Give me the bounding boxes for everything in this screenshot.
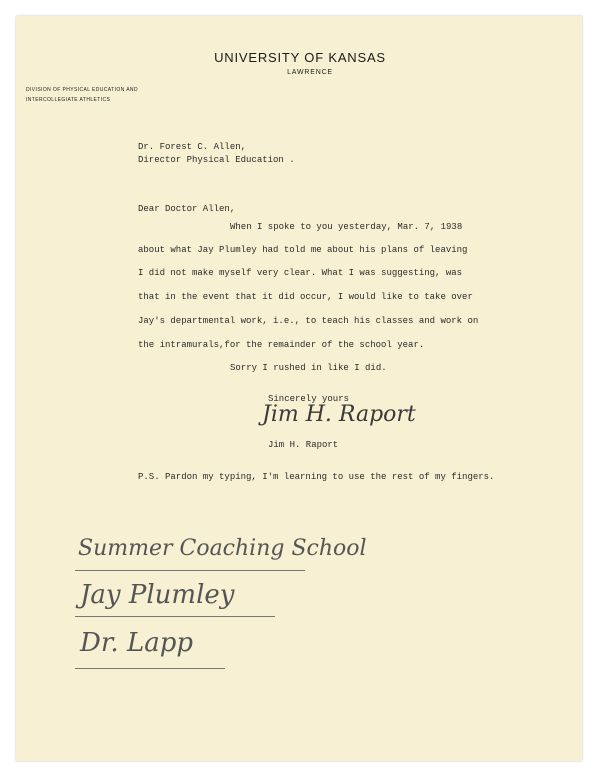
signature: Jim H. Raport bbox=[262, 402, 416, 427]
note-underline bbox=[75, 570, 305, 571]
recipient-title: Director Physical Education . bbox=[138, 155, 295, 165]
university-name: UNIVERSITY OF KANSAS bbox=[214, 50, 386, 65]
signer-name: Jim H. Raport bbox=[268, 440, 339, 450]
body-line: Sorry I rushed in like I did. bbox=[230, 363, 387, 373]
note-underline bbox=[75, 616, 275, 617]
handwritten-note: Jay Plumley bbox=[80, 580, 235, 610]
body-line: When I spoke to you yesterday, Mar. 7, 1938 bbox=[230, 222, 463, 232]
recipient-name: Dr. Forest C. Allen, bbox=[138, 142, 247, 152]
department-block bbox=[26, 85, 138, 105]
postscript: P.S. Pardon my typing, I'm learning to use the rest of my fingers. bbox=[138, 472, 495, 482]
closing: Sincerely yours bbox=[268, 394, 350, 404]
body-line: the intramurals,for the remainder of the school year. bbox=[138, 340, 425, 350]
department-line-1: DIVISION OF PHYSICAL EDUCATION AND bbox=[26, 87, 138, 93]
handwritten-note: Dr. Lapp bbox=[80, 628, 194, 658]
note-underline bbox=[75, 668, 225, 669]
body-line: that in the event that it did occur, I would like to take over bbox=[138, 292, 473, 302]
city-name: LAWRENCE bbox=[287, 69, 333, 76]
body-line: I did not make myself very clear. What I was suggesting, was bbox=[138, 268, 463, 278]
salutation: Dear Doctor Allen, bbox=[138, 204, 236, 214]
department-line-2: INTERCOLLEGIATE ATHLETICS bbox=[26, 97, 111, 103]
body-line: Jay's departmental work, i.e., to teach his classes and work on bbox=[138, 316, 479, 326]
handwritten-note: Summer Coaching School bbox=[78, 536, 367, 561]
body-line: about what Jay Plumley had told me about his plans of leaving bbox=[138, 245, 468, 255]
